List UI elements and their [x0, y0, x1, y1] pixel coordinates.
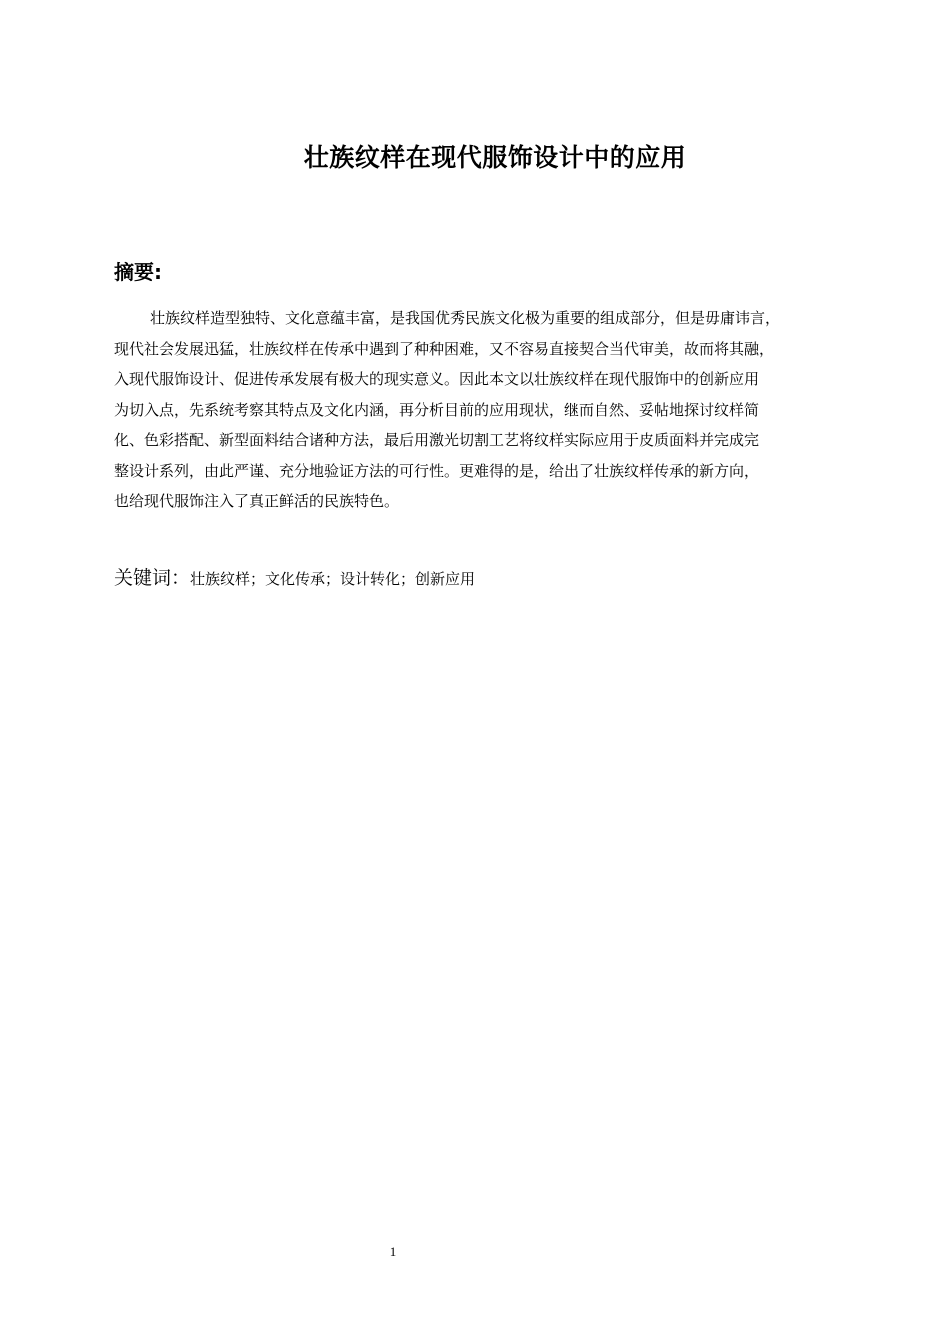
- document-title: 壮族纹样在现代服饰设计中的应用: [303, 143, 687, 172]
- abstract-line: 壮族纹样造型独特、文化意蕴丰富，是我国优秀民族文化极为重要的组成部分，但是毋庸讳言，: [150, 309, 781, 327]
- keywords-line: [114, 562, 475, 595]
- page-number: 1: [389, 1244, 397, 1259]
- keywords-label: 关键词：: [114, 567, 191, 589]
- abstract-body: [114, 303, 864, 517]
- keywords-value: 壮族纹样；文化传承；设计转化；创新应用: [190, 570, 476, 588]
- abstract-line: 整设计系列，由此严谨、充分地验证方法的可行性。更难得的是，给出了壮族纹样传承的新方向，: [114, 461, 760, 480]
- abstract-line: 入现代服饰设计、促进传承发展有极大的现实意义。因此本文以壮族纹样在现代服饰中的创新应用: [114, 370, 760, 388]
- abstract-line: 化、色彩搭配、新型面料结合诸种方法，最后用激光切割工艺将纹样实际应用于皮质面料并完成完: [114, 431, 760, 449]
- abstract-line: 也给现代服饰注入了真正鲜活的民族特色。: [114, 492, 400, 510]
- abstract-heading: 摘要:: [114, 260, 162, 284]
- abstract-line: 为切入点，先系统考察其特点及文化内涵，再分析目前的应用现状，继而自然、妥帖地探讨纹样简: [114, 400, 760, 419]
- abstract-line: 现代社会发展迅猛，壮族纹样在传承中遇到了种种困难，又不容易直接契合当代审美，故而将其融，: [114, 339, 775, 358]
